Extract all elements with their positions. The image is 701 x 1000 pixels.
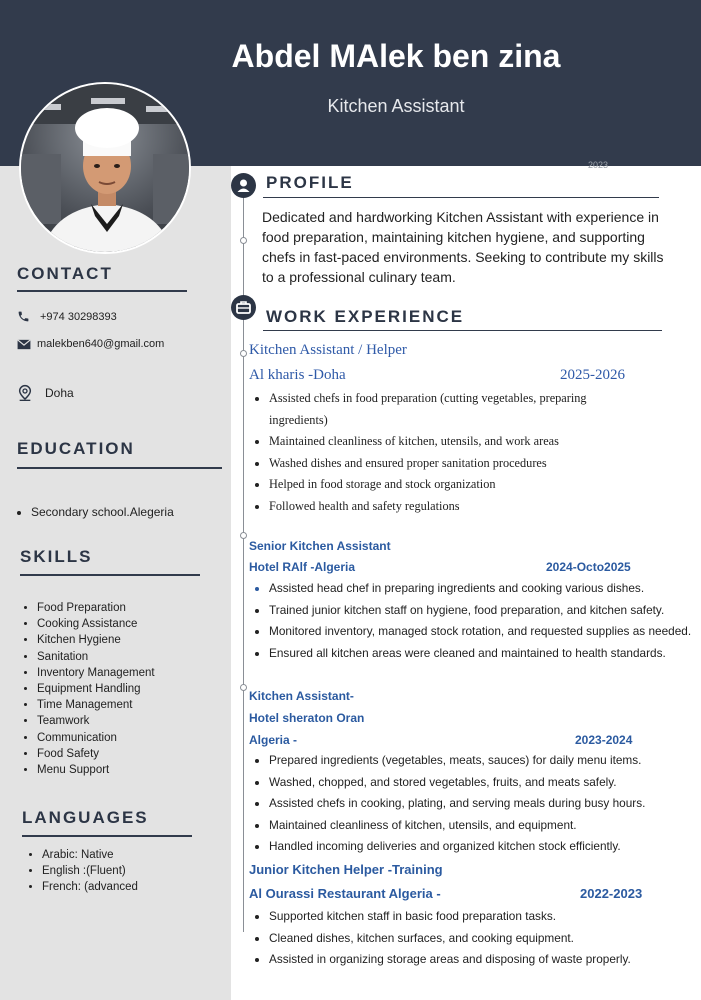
job-dates-3: 2023-2024 xyxy=(575,733,633,747)
skill-item: • Sanitation xyxy=(37,649,155,665)
contact-phone xyxy=(17,310,117,323)
contact-email xyxy=(17,338,164,350)
skill-item: • Teamwork xyxy=(37,713,155,729)
duty-item: • Followed health and safety regulations xyxy=(269,496,619,518)
profile-section-icon xyxy=(231,173,256,198)
timeline-dot xyxy=(240,237,247,244)
education-list xyxy=(12,504,174,520)
experience-section-icon xyxy=(231,295,256,320)
chef-portrait-icon xyxy=(21,84,191,254)
duty-item: • Maintained cleanliness of kitchen, utensils, and work areas xyxy=(269,431,619,453)
duty-item: • Monitored inventory, managed stock rotation, and requested supplies as needed. xyxy=(269,621,699,643)
job-dates-4: 2022-2023 xyxy=(580,886,643,901)
contact-divider xyxy=(17,290,187,292)
duty-item: • Washed, chopped, and stored vegetables, fruits, and meats safely. xyxy=(269,772,699,794)
job-title-4: Junior Kitchen Helper -Training xyxy=(249,862,443,877)
contact-heading: CONTACT xyxy=(17,264,113,283)
language-item: • Arabic: Native xyxy=(42,847,138,863)
job-dates-2: 2024-Octo2025 xyxy=(546,560,631,574)
job-location-3: Algeria - xyxy=(249,733,298,747)
profile-divider xyxy=(263,197,659,198)
job-duties-4 xyxy=(249,906,699,971)
user-icon xyxy=(231,173,256,198)
skill-item: • Food Safety xyxy=(37,746,155,762)
location-pin-icon xyxy=(17,384,33,402)
duty-item: • Trained junior kitchen staff on hygiene, food preparation, and kitchen safety. xyxy=(269,600,699,622)
skill-item: • Kitchen Hygiene xyxy=(37,632,155,648)
job-title: Kitchen Assistant xyxy=(327,96,465,116)
job-title-1: Kitchen Assistant / Helper xyxy=(249,342,407,358)
job-title-2: Senior Kitchen Assistant xyxy=(249,539,391,553)
duty-item: • Assisted chefs in cooking, plating, and serving meals during busy hours. xyxy=(269,793,699,815)
duty-item: • Helped in food storage and stock organization xyxy=(269,474,619,496)
duty-item: • Prepared ingredients (vegetables, meats, sauces) for daily menu items. xyxy=(269,750,699,772)
language-item: • English :(Fluent) xyxy=(42,863,138,879)
profile-summary: Dedicated and hardworking Kitchen Assistant with experience in food preparation, maintaining kitchen hygiene, and supporting chefs in fast-paced environments. Seeking to contribute my skills to a professional culinary team. xyxy=(262,209,664,285)
duty-item: • Supported kitchen staff in basic food preparation tasks. xyxy=(269,906,699,928)
job-company-1: Al kharis -Doha xyxy=(249,367,346,383)
job-company-2: Hotel RAlf -Algeria xyxy=(249,560,356,574)
duty-item: • Assisted chefs in food preparation (cutting vegetables, preparing ingredients) xyxy=(269,388,619,431)
job-duties-3 xyxy=(249,750,699,858)
duty-item: • Maintained cleanliness of kitchen, utensils, and equipment. xyxy=(269,815,699,837)
languages-list xyxy=(23,847,138,896)
duty-item: • Ensured all kitchen areas were cleaned and maintained to health standards. xyxy=(269,643,699,665)
skill-item: • Food Preparation xyxy=(37,600,155,616)
languages-heading: LANGUAGES xyxy=(22,808,149,827)
email-icon xyxy=(17,339,31,350)
skills-heading: SKILLS xyxy=(20,547,93,566)
phone-text: +974 30298393 xyxy=(40,310,117,323)
phone-icon xyxy=(17,310,30,323)
education-divider xyxy=(17,467,222,469)
skill-item: • Time Management xyxy=(37,697,155,713)
job-title-3: Kitchen Assistant- xyxy=(249,689,354,703)
job-dates-1: 2025-2026 xyxy=(560,367,625,383)
duty-item: • Cleaned dishes, kitchen surfaces, and cooking equipment. xyxy=(269,928,699,950)
education-heading: EDUCATION xyxy=(17,439,135,458)
education-item: • Secondary school.Alegeria xyxy=(31,504,174,520)
email-text[interactable]: malekben640@gmail.com xyxy=(37,338,165,350)
duty-item: • Handled incoming deliveries and organized kitchen stock efficiently. xyxy=(269,836,699,858)
skills-list xyxy=(18,600,155,778)
duty-item: • Assisted head chef in preparing ingredients and cooking various dishes. xyxy=(269,578,699,600)
contact-location xyxy=(17,384,74,402)
duty-item: • Washed dishes and ensured proper sanitation procedures xyxy=(269,453,619,475)
skill-item: • Communication xyxy=(37,730,155,746)
skill-item: • Cooking Assistance xyxy=(37,616,155,632)
candidate-name: Abdel MAlek ben zina xyxy=(231,38,561,74)
timeline-dot xyxy=(240,350,247,357)
job-duties-2 xyxy=(249,578,699,664)
location-text: Doha xyxy=(45,386,74,400)
briefcase-icon xyxy=(231,295,256,320)
job-company-3: Hotel sheraton Oran xyxy=(249,711,365,725)
experience-heading: WORK EXPERIENCE xyxy=(266,307,465,326)
faded-text: 2023 xyxy=(588,160,609,170)
skill-item: • Menu Support xyxy=(37,762,155,778)
language-item: • French: (advanced xyxy=(42,879,138,895)
skill-item: • Equipment Handling xyxy=(37,681,155,697)
experience-divider xyxy=(263,330,662,331)
timeline-dot xyxy=(240,684,247,691)
profile-heading: PROFILE xyxy=(266,173,354,192)
profile-photo xyxy=(19,82,191,254)
timeline-dot xyxy=(240,532,247,539)
job-company-4: Al Ourassi Restaurant Algeria - xyxy=(249,886,441,901)
languages-divider xyxy=(22,835,192,837)
job-duties-1 xyxy=(249,388,619,518)
skill-item: • Inventory Management xyxy=(37,665,155,681)
skills-divider xyxy=(20,574,200,576)
duty-item: • Assisted in organizing storage areas and disposing of waste properly. xyxy=(269,949,699,971)
